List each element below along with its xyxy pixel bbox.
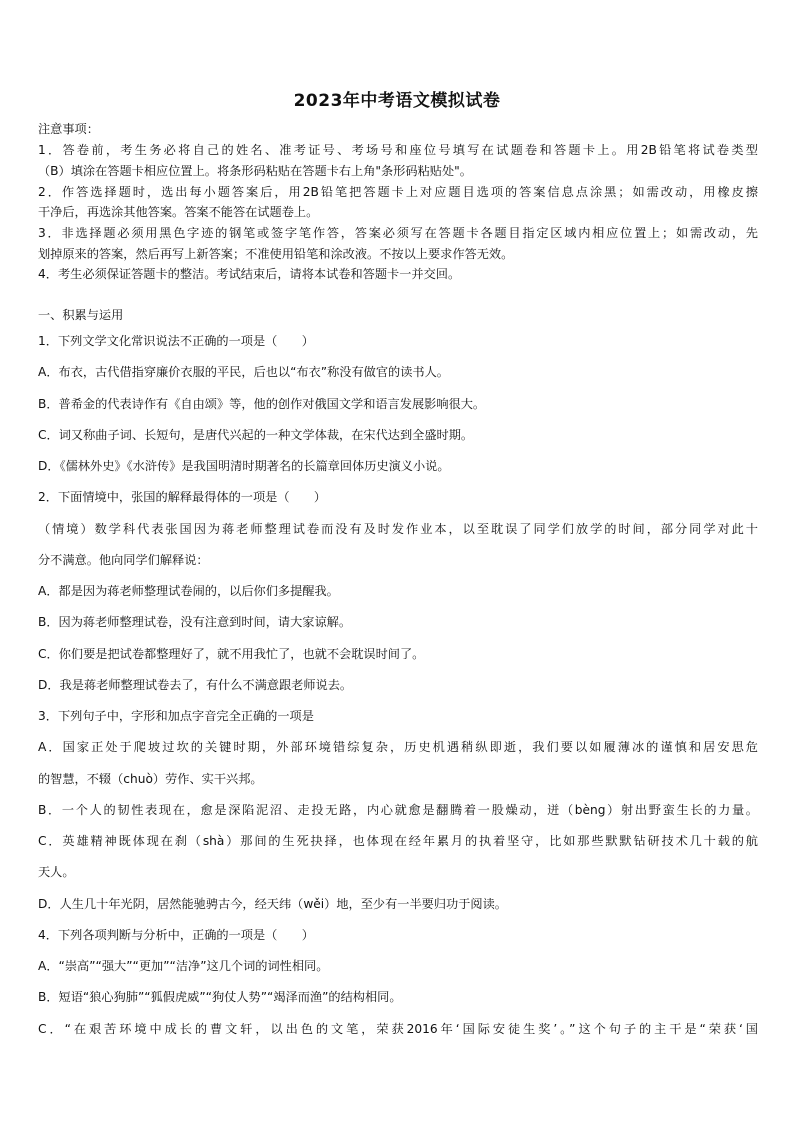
section-heading: 一、积累与运用 — [38, 308, 124, 322]
option-line: A．“崇高”“强大”“更加”“洁净”这几个词的词性相同。 — [38, 959, 329, 973]
option-line: D．《儒林外史》《水浒传》是我国明清时期著名的长篇章回体历史演义小说。 — [38, 459, 450, 473]
option-line: A．布衣，古代借指穿廉价衣服的平民，后也以“布衣”称没有做官的读书人。 — [38, 365, 449, 379]
notice-line: 3．非选择题必须用黑色字迹的钢笔或签字笔作答，答案必须写在答题卡各题目指定区域内相应位置上；如需改动，先 — [38, 226, 758, 240]
option-line: 天人。 — [38, 865, 75, 879]
option-line: B．普希金的代表诗作有《自由颂》等，他的创作对俄国文学和语言发展影响很大。 — [38, 397, 486, 411]
notice-line: （B）填涂在答题卡相应位置上。将条形码粘贴在答题卡右上角"条形码粘贴处"。 — [38, 164, 472, 178]
option-line: B．一个人的韧性表现在，愈是深陷泥沼、走投无路，内心就愈是翻腾着一股燥动，迸（bèng）射出野蛮生长的力量。 — [38, 803, 758, 817]
option-line: C．你们要是把试卷都整理好了，就不用我忙了，也就不会耽误时间了。 — [38, 647, 425, 661]
option-line: D．我是蒋老师整理试卷去了，有什么不满意跟老师说去。 — [38, 678, 353, 692]
page-title: 2023年中考语文模拟试卷 — [293, 91, 501, 111]
option-line: C．“在艰苦环境中成长的曹文轩，以出色的文笔，荣获2016年‘国际安徒生奖’。”这个句子的主干是“荣获‘国 — [38, 1022, 758, 1036]
context-line: （情境）数学科代表张国因为蒋老师整理试卷而没有及时发作业本，以至耽误了同学们放学的时间，部分同学对此十 — [38, 522, 758, 536]
notice-line: 1．答卷前，考生务必将自己的姓名、准考证号、考场号和座位号填写在试题卷和答题卡上。用2B铅笔将试卷类型 — [38, 143, 758, 157]
option-line: 的智慧，不辍（chuò）劳作、实干兴邦。 — [38, 772, 263, 786]
question-stem: 2．下面情境中，张国的解释最得体的一项是（ ） — [38, 490, 327, 504]
option-line: C．词又称曲子词、长短句，是唐代兴起的一种文学体裁，在宋代达到全盛时期。 — [38, 428, 474, 442]
option-line: C．英雄精神既体现在刹（shà）那间的生死抉择，也体现在经年累月的执着坚守，比如那些默默钻研技术几十载的航 — [38, 834, 758, 848]
context-line: 分不满意。他向同学们解释说： — [38, 553, 209, 567]
question-stem: 3．下列句子中，字形和加点字音完全正确的一项是 — [38, 709, 314, 723]
notice-line: 划掉原来的答案，然后再写上新答案；不准使用铅笔和涂改液。不按以上要求作答无效。 — [38, 247, 514, 261]
notice-heading: 注意事项： — [38, 122, 99, 136]
option-line: D．人生几十年光阴，居然能驰骋古今，经天纬（wěi）地，至少有一半要归功于阅读。 — [38, 897, 507, 911]
option-line: B．因为蒋老师整理试卷，没有注意到时间，请大家谅解。 — [38, 615, 352, 629]
question-stem: 1．下列文学文化常识说法不正确的一项是（ ） — [38, 334, 314, 348]
notice-line: 4．考生必须保证答题卡的整洁。考试结束后，请将本试卷和答题卡一并交回。 — [38, 267, 461, 281]
option-line: A．都是因为蒋老师整理试卷闹的，以后你们多提醒我。 — [38, 584, 339, 598]
notice-line: 2．作答选择题时，选出每小题答案后，用2B铅笔把答题卡上对应题目选项的答案信息点涂黑；如需改动，用橡皮擦 — [38, 185, 758, 199]
option-line: B．短语“狼心狗肺”“狐假虎威”“狗仗人势”“竭泽而渔”的结构相同。 — [38, 990, 402, 1004]
notice-line: 干净后，再选涂其他答案。答案不能答在试题卷上。 — [38, 205, 319, 219]
question-stem: 4．下列各项判断与分析中，正确的一项是（ ） — [38, 928, 314, 942]
option-line: A．国家正处于爬坡过坎的关键时期，外部环境错综复杂，历史机遇稍纵即逝，我们要以如履薄冰的谨慎和居安思危 — [38, 740, 758, 754]
